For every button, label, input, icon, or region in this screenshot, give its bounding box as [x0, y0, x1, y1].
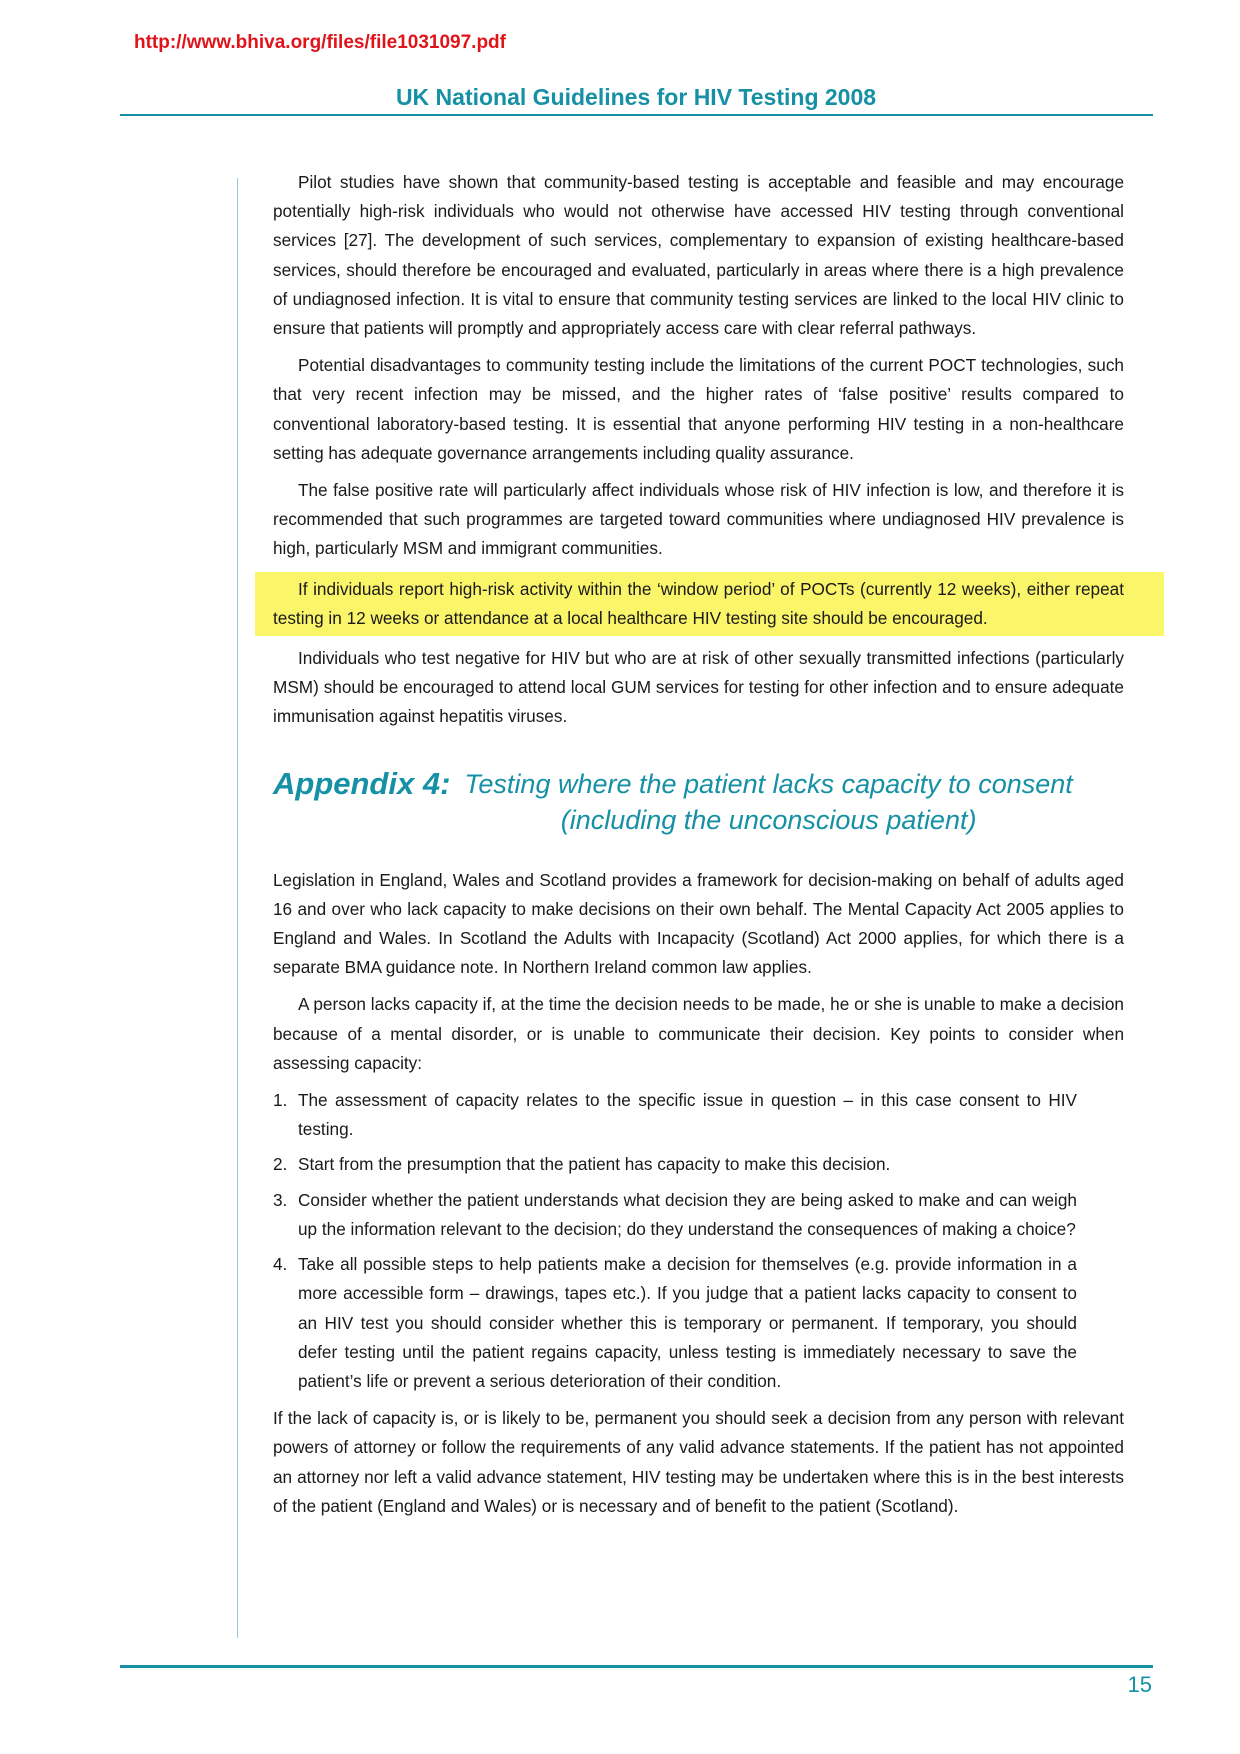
- page-number: 15: [1127, 1672, 1152, 1697]
- paragraph: The false positive rate will particularly affect individuals whose risk of HIV infection is low, and therefore it is recommended that such programmes are targeted toward communities where undiagnosed HIV prevalence is high, particularly MSM and immigrant communities.: [273, 480, 1124, 559]
- list-number: 4.: [273, 1254, 288, 1275]
- list-item: [273, 1250, 1124, 1396]
- appendix-title-line2: (including the unconscious patient): [560, 804, 977, 835]
- appendix-title-line1: Testing where the patient lacks capacity to consent: [464, 768, 1073, 799]
- paragraph: Pilot studies have shown that community-based testing is acceptable and feasible and may encourage potentially high-risk individuals who would not otherwise have accessed HIV testing through conventional services [27]. The development of such services, complementary to expansion of existing healthcare-based services, should therefore be encouraged and evaluated, particularly in areas where there is a high prevalence of undiagnosed infection. It is vital to ensure that community testing services are linked to the local HIV clinic to ensure that patients will promptly and appropriately access care with clear referral pathways.: [273, 172, 1124, 339]
- margin-line: [237, 178, 238, 1638]
- paragraph: If the lack of capacity is, or is likely to be, permanent you should seek a decision from any person with relevant powers of attorney or follow the requirements of any valid advance statements. If the patient has not appointed an attorney nor left a valid advance statement, HIV testing may be undertaken where this is in the best interests of the patient (England and Wales) or is necessary and of benefit to the patient (Scotland).: [273, 1408, 1124, 1516]
- running-head: UK National Guidelines for HIV Testing 2008: [395, 84, 877, 110]
- paragraph: Legislation in England, Wales and Scotland provides a framework for decision-making on behalf of adults aged 16 and over who lack capacity to make decisions on their own behalf. The Mental Capacity Act 2005 applies to England and Wales. In Scotland the Adults with Incapacity (Scotland) Act 2000 applies, for which there is a separate BMA guidance note. In Northern Ireland common law applies.: [273, 869, 1124, 978]
- appendix-heading: [273, 766, 1124, 838]
- list-item: [273, 1086, 1124, 1144]
- list-number: 1.: [273, 1090, 288, 1111]
- page-content: [273, 168, 1124, 1529]
- capacity-list: [273, 1086, 1124, 1396]
- source-url-link[interactable]: http://www.bhiva.org/files/file1031097.pdf: [134, 32, 506, 53]
- paragraph: Individuals who test negative for HIV but who are at risk of other sexually transmitted infections (particularly MSM) should be encouraged to attend local GUM services for testing for other infection and to ensure adequate immunisation against hepatitis viruses.: [273, 648, 1124, 727]
- list-number: 3.: [273, 1189, 288, 1210]
- appendix-label: Appendix 4:: [273, 765, 451, 801]
- list-item: [273, 1186, 1124, 1244]
- paragraph: A person lacks capacity if, at the time the decision needs to be made, he or she is unable to make a decision because of a mental disorder, or is unable to communicate their decision. Key points to consider when assessing capacity:: [273, 994, 1124, 1073]
- header-rule: [120, 114, 1153, 116]
- list-text: Take all possible steps to help patients make a decision for themselves (e.g. provide information in a more accessible form – drawings, tapes etc.). If you judge that a patient lacks capacity to consent to an HIV test you should consider whether this is temporary or permanent. If temporary, you should defer testing until the patient regains capacity, unless testing is immediately necessary to save the patient’s life or prevent a serious deterioration of their condition.: [298, 1254, 1077, 1391]
- paragraph: Potential disadvantages to community testing include the limitations of the current POCT technologies, such that very recent infection may be missed, and the higher rates of ‘false positive’ results compared to conventional laboratory-based testing. It is essential that anyone performing HIV testing in a non-healthcare setting has adequate governance arrangements including quality assurance.: [273, 355, 1124, 463]
- footer-rule: [120, 1665, 1153, 1668]
- list-text: The assessment of capacity relates to the specific issue in question – in this case consent to HIV testing.: [298, 1090, 1077, 1140]
- highlighted-paragraph: If individuals report high-risk activity within the ‘window period’ of POCTs (currently 12 weeks), either repeat testing in 12 weeks or attendance at a local healthcare HIV testing site should be encouraged.: [255, 572, 1164, 636]
- list-number: 2.: [273, 1154, 288, 1175]
- list-item: [273, 1150, 1124, 1179]
- list-text: Start from the presumption that the patient has capacity to make this decision.: [298, 1154, 891, 1175]
- list-text: Consider whether the patient understands what decision they are being asked to make and can weigh up the information relevant to the decision; do they understand the consequences of making a choice?: [298, 1189, 1077, 1239]
- appendix-title: [464, 766, 1072, 838]
